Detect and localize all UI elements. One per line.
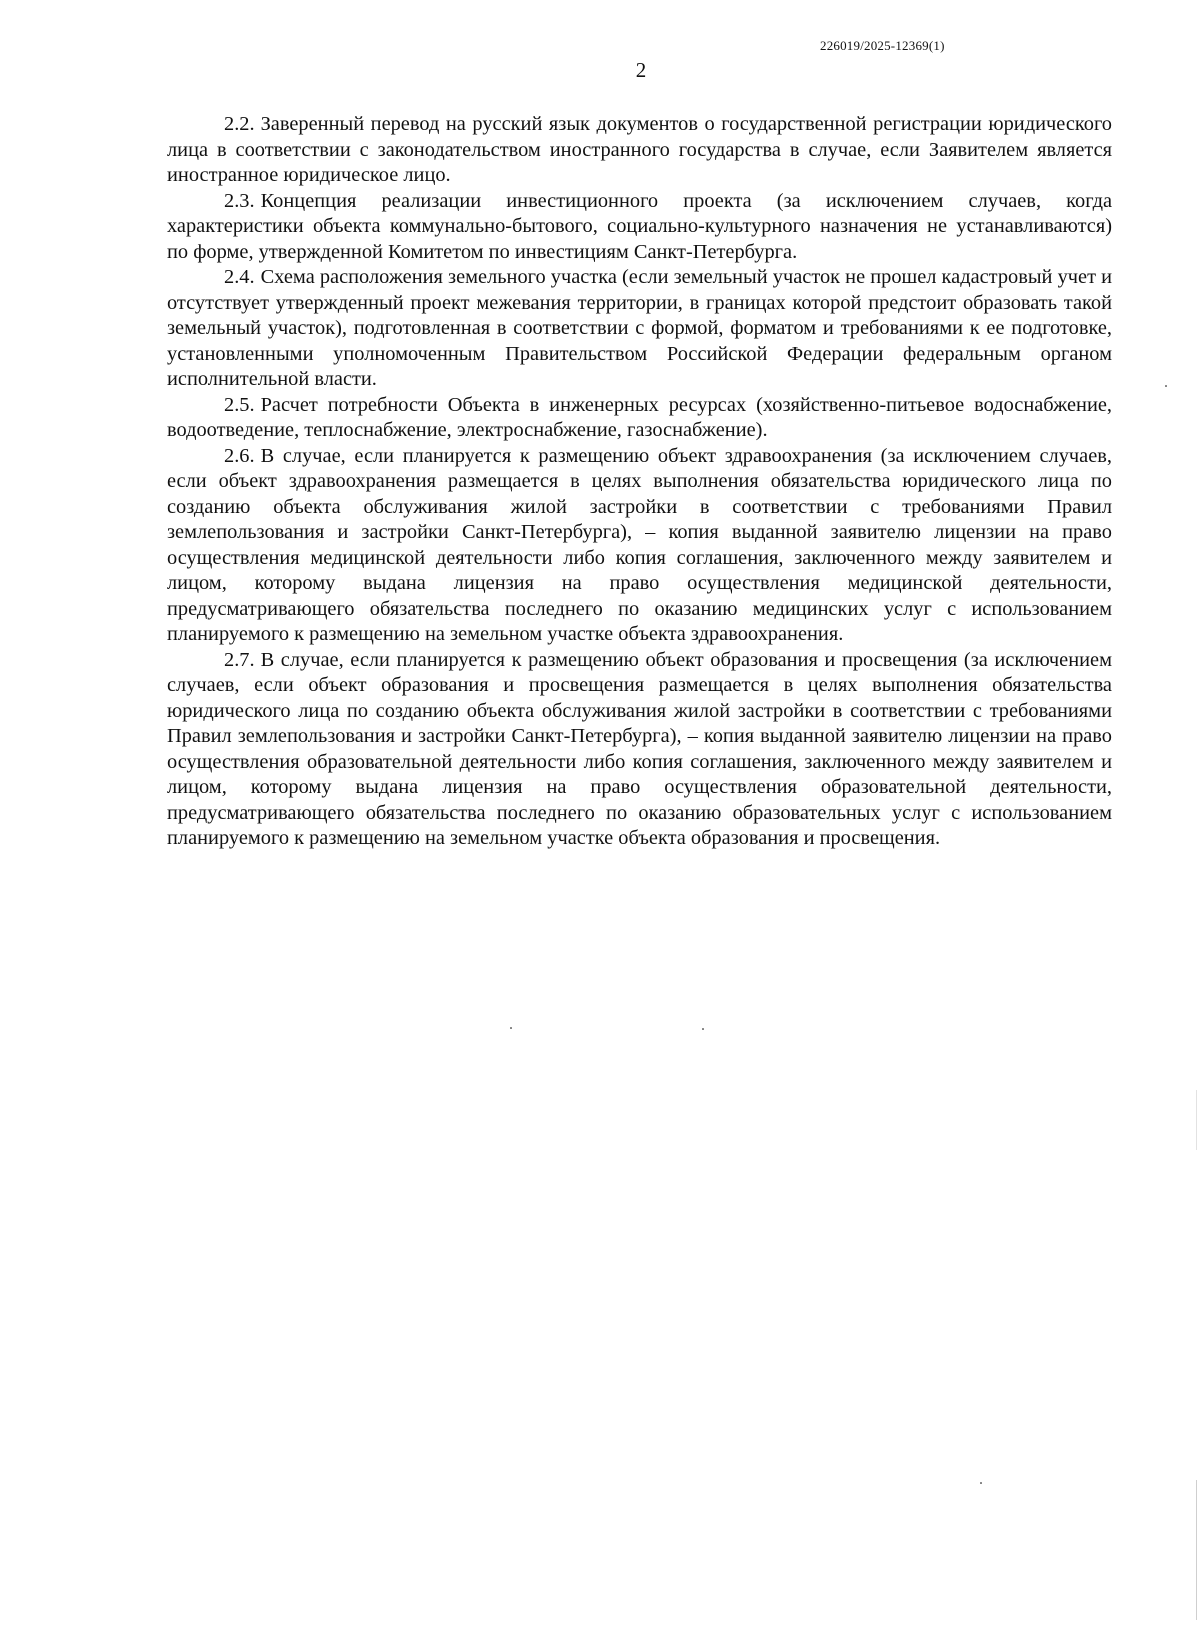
scan-speck xyxy=(702,1028,704,1030)
paragraph-number: 2.4. xyxy=(224,266,255,288)
paragraph-text: В случае, если планируется к размещению объект образования и просвещения (за исключением случаев, если объект образования и просвещения размещается в целях выполнения обязательства юридического лица по созданию объекта обслуживания жилой застройки в соответствии с требованиями Правил землепользования и застройки Санкт-Петербурга), – копия выданной заявителю лицензии на право осуществления образовательной деятельности либо копия соглашения, заключенного между заявителем и лицом, которому выдана лицензия на право осуществления образовательной деятельности, предусматривающего обязательства последнего по оказанию образовательных услуг с использованием планируемого к размещению на земельном участке объекта образования и просвещения. xyxy=(167,648,1112,849)
paragraph-number: 2.5. xyxy=(224,393,255,416)
page-number: 2 xyxy=(635,58,647,82)
paragraph-2-3 xyxy=(167,189,1112,266)
scan-speck xyxy=(1165,385,1167,387)
paragraph-2-7 xyxy=(167,648,1112,852)
paragraph-text: Концепция реализации инвестиционного проекта (за исключением случаев, когда характеристики объекта коммунально-бытового, социально-культурного назначения не устанавливаются) по форме, утвержденной Комитетом по инвестициям Санкт-Петербурга. xyxy=(167,189,1112,263)
paragraph-text: Схема расположения земельного участка (если земельный участок не прошел кадастровый учет и отсутствует утвержденный проект межевания территории, в границах которой предстоит образовать такой земельный участок), подготовленная в соответствии с формой, форматом и требованиями к ее подготовке, установленными уполномоченным Правительством Российской Федерации федеральным органом исполнительной власти. xyxy=(167,266,1112,390)
paragraph-number: 2.6. xyxy=(224,444,255,467)
paragraph-2-5 xyxy=(167,393,1112,444)
paragraph-number: 2.7. xyxy=(224,648,255,671)
paragraph-number: 2.2. xyxy=(224,113,255,135)
paragraph-text: В случае, если планируется к размещению объект здравоохранения (за исключением случаев, если объект здравоохранения размещается в целях выполнения обязательства юридического лица по созданию объекта обслуживания жилой застройки в соответствии с требованиями Правил землепользования и застройки Санкт-Петербурга), – копия выданной заявителю лицензии на право осуществления медицинской деятельности либо копия соглашения, заключенного между заявителем и лицом, которому выдана лицензия на право осуществления медицинской деятельности, предусматривающего обязательства последнего по оказанию медицинских услуг с использованием планируемого к размещению на земельном участке объекта здравоохранения. xyxy=(167,444,1112,645)
paragraph-2-2 xyxy=(167,112,1112,189)
paragraph-2-6 xyxy=(167,444,1112,648)
scan-edge-line xyxy=(1196,1480,1197,1620)
paragraph-2-4 xyxy=(167,265,1112,393)
scan-speck xyxy=(510,1027,512,1029)
document-id: 226019/2025-12369(1) xyxy=(820,38,945,53)
document-body xyxy=(167,112,1112,852)
paragraph-text: Заверенный перевод на русский язык документов о государственной регистрации юридического лица в соответствии с законодательством иностранного государства в случае, если Заявителем является иностранное юридическое лицо. xyxy=(167,113,1112,186)
scan-speck xyxy=(980,1482,982,1484)
paragraph-number: 2.3. xyxy=(224,189,255,212)
paragraph-text: Расчет потребности Объекта в инженерных ресурсах (хозяйственно-питьевое водоснабжение, водоотведение, теплоснабжение, электроснабжение, газоснабжение). xyxy=(167,393,1112,441)
scan-edge-line xyxy=(1196,1090,1197,1150)
